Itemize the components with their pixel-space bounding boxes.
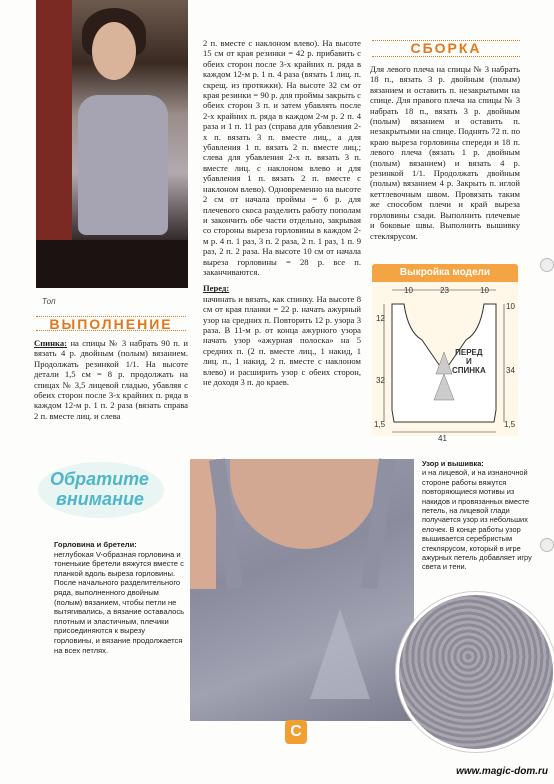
dim-left-3: 1,5: [374, 420, 386, 429]
photo-caption: Топ: [42, 297, 56, 306]
dim-right-2: 34: [506, 366, 515, 375]
dim-top-1: 10: [404, 286, 413, 295]
assembly-text: Для левого плеча на спицы № 3 набрать 18 п., вязать 3 р. двойным (полым) вязанием и оставить п. незакрытыми на спице. Для правого плеча на спицы № 3 набрать 18 п., вязать 3 р. двойным (полым) вязанием и оставить п. незакрытыми на спице. Поднять 72 п. по краю выреза горловины спереди и 18 п. левого плеча (вязать 1 р. двойным (полым) вязанием) и вязать 4 р. резинкой 1/1. Продолжать двойным (полым) вязанием 4 р. Закрыть п. иглой кеттлевочным швом. Провязать таким же способом плечи и край выреза горловины сзади. Выполнить плечевые и боковые швы. Выполнить вышивку стеклярусом.: [370, 64, 520, 241]
note-pattern-title: Узор и вышивка:: [422, 459, 484, 468]
footer-url: www.magic-dom.ru: [456, 766, 548, 777]
note-pattern: [422, 459, 544, 572]
detail-photo: [190, 459, 414, 721]
note-neckline: [54, 540, 186, 655]
dim-left-1: 12: [376, 314, 385, 323]
back-text: на спицы № 3 набрать 90 п. и вязать 4 р. двойным (полым) вязанием. Продолжать резинкой 1/1. На высоте детали 1,5 см = 8 р. продолжать на спицах № 3,5 лицевой гладью, убавляя с обеих сторон после 3-х крайних п. ряда в каждом 12-м р. 1 п. 2 раза (вязать справа 2 п. вместе лиц. и слева: [34, 338, 188, 421]
front-title: Перед:: [203, 283, 230, 294]
page-logo: С: [285, 720, 307, 744]
col-left: [34, 338, 188, 421]
stitch-closeup: [396, 592, 554, 752]
pattern-drawing: [372, 282, 518, 436]
dim-bottom: 41: [438, 434, 447, 443]
front-text: начинать и вязать, как спинку. На высоте 8 см от края планки = 22 р. начать ажурный узор на средних п. Повторить 12 р. узора 3 раза. В 11-м р. от конца ажурного узора начать узор «ажурная полоска» на 5 средних п. (2 п. вместе лиц., 1 накид, 1 лиц. п., 1 накид, 2 п. вместе с наклоном влево) и расширить узор с обеих сторон, не доходя 3 п. до краев.: [203, 293, 361, 387]
back-title: Спинка:: [34, 338, 68, 348]
dim-right-1: 10: [506, 302, 515, 311]
attention-heading: Обратите внимание: [50, 469, 149, 509]
pattern-title: Выкройка модели: [372, 264, 518, 282]
col-middle: [203, 38, 361, 387]
dim-top-2: 23: [440, 286, 449, 295]
note-neckline-text: неглубокая V-образная горловина и тоненькие бретели вяжутся вместе с планкой вдоль выреза горловины. После начального разделительного ряда, выполненного двойным (полым) вязанием, чтобы петли не вытягивались, а вязание оставалось плотным и эластичным, плечики присоединяются к вырезу горловины, и вязание продолжается на всех петлях.: [54, 549, 185, 655]
col-right: [370, 64, 520, 241]
dim-left-2: 32: [376, 376, 385, 385]
binder-hole: [540, 538, 554, 552]
dim-right-3: 1,5: [504, 420, 516, 429]
binder-hole: [540, 258, 554, 272]
model-photo: [36, 0, 188, 288]
dim-top-3: 10: [480, 286, 489, 295]
back-text-cont: 2 п. вместе с наклоном влево). На высоте 15 см от края резинки = 42 р. прибавить с обеих сторон после 3-х крайних п. ряда в каждом 12-м р. 1 п. 4 раза (вязать 1 лиц. п. скрещ. из протяжки). На высоте 32 см от края резинки = 90 р. для проймы закрыть с обеих сторон 3 п. и затем убавлять после 2-х крайних п. ряда в каждом 2-м р. 2 п. 4 раза и 1 п. 11 раз (справа для убавления 2-х п. вязать 3 п. вместе лиц., а для убавления 1 п. вязать 2 п. вместе лиц.; слева для убавления 2-х п. вязать 3 п. вместе лиц. с наклоном влево и для убавления 1 п. вязать 2 п. вместе с наклоном влево). Одновременно на высоте 2 см от начала проймы = 6 р. для плечевого скоса разделить работу пополам и закончить обе части отдельно, закрывая со стороны выреза горловины в каждом 2-м р. 4 п. 1 раз, 3 п. 2 раза, 2 п. 1 раз, 1 п. 9 раз, 2 п. 2 раза. На высоте 10 см от начала выреза горловины = 28 р. все п. заканчиваются.: [203, 38, 361, 277]
diagram-label: ПЕРЕД И СПИНКА: [452, 348, 486, 375]
section-vypolnenie: ВЫПОЛНЕНИЕ: [49, 316, 173, 332]
note-neckline-title: Горловина и бретели:: [54, 540, 137, 549]
section-sborka: СБОРКА: [410, 40, 482, 56]
note-pattern-text: и на лицевой, и на изнаночной стороне работы вяжутся повторяющиеся мотивы из накидов и провязанных вместе петель, на лицевой глади получается узор из небольших елочек. В конце работы узор вышивается серебристым стеклярусом, который в игре ажурных петель добавляет игру света и тени.: [422, 468, 532, 572]
